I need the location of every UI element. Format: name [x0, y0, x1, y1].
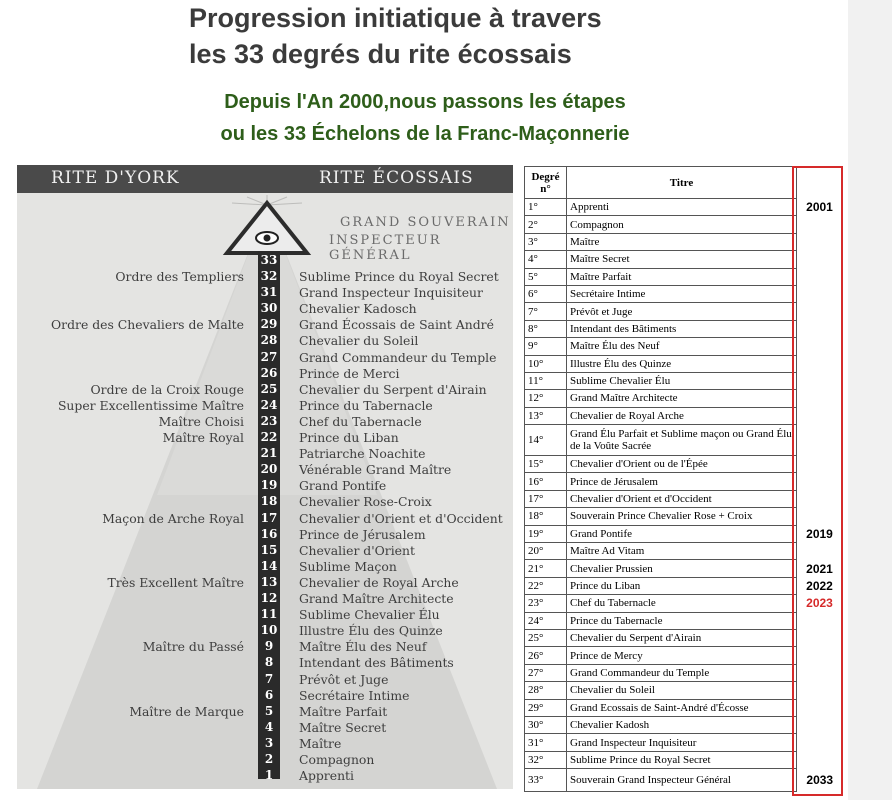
page-title — [189, 0, 602, 72]
york-degree-title: Ordre de la Croix Rouge — [90, 381, 244, 397]
degree-number: 30 — [260, 301, 278, 316]
degree-cell: 11° — [525, 372, 567, 389]
apex-number: 33 — [260, 253, 278, 267]
title-cell: Sublime Prince du Royal Secret — [567, 751, 797, 768]
scottish-degree-title: Prévôt et Juge — [299, 671, 389, 687]
title-cell: Prince de Mercy — [567, 647, 797, 664]
degree-number: 17 — [260, 510, 278, 525]
title-cell: Grand Élu Parfait et Sublime maçon ou Grand Élu de la Voûte Sacrée — [567, 425, 797, 456]
degree-number: 26 — [260, 365, 278, 380]
scottish-degree-title: Sublime Chevalier Élu — [299, 607, 440, 623]
scottish-degree-title: Maître Parfait — [299, 703, 388, 719]
york-degree-title: Ordre des Chevaliers de Malte — [51, 317, 244, 333]
scottish-degree-title: Grand Écossais de Saint André — [299, 317, 494, 333]
scottish-degree-title: Patriarche Noachite — [299, 446, 426, 462]
title-cell: Maître Ad Vitam — [567, 543, 797, 560]
title-cell: Prince du Liban — [567, 577, 797, 594]
degree-number: 19 — [260, 478, 278, 493]
york-degree-title: Très Excellent Maître — [107, 574, 244, 590]
degree-number: 24 — [260, 397, 278, 412]
scottish-degree-title: Maître Secret — [299, 719, 387, 735]
scottish-degree-title: Maître — [299, 735, 342, 751]
title-cell: Prévôt et Juge — [567, 303, 797, 320]
degree-number: 31 — [260, 285, 278, 300]
degree-cell: 16° — [525, 473, 567, 490]
degree-cell: 24° — [525, 612, 567, 629]
degree-number: 13 — [260, 574, 278, 589]
degree-number: 12 — [260, 591, 278, 605]
degree-cell: 18° — [525, 508, 567, 525]
degree-cell: 17° — [525, 490, 567, 507]
title-cell: Prince de Jérusalem — [567, 473, 797, 490]
degree-cell: 19° — [525, 525, 567, 542]
scottish-degree-title: Prince de Merci — [299, 365, 400, 381]
apex-title-1: GRAND SOUVERAIN — [340, 215, 511, 230]
title-cell: Intendant des Bâtiments — [567, 320, 797, 337]
degree-number: 2 — [264, 752, 274, 766]
degree-number: 21 — [260, 446, 278, 461]
degree-cell: 5° — [525, 268, 567, 285]
degree-cell: 31° — [525, 734, 567, 751]
degree-cell: 20° — [525, 543, 567, 560]
scottish-degree-title: Chevalier d'Orient — [299, 542, 415, 558]
rite-chart-image — [17, 165, 513, 789]
scottish-degree-title: Chevalier du Soleil — [299, 333, 419, 349]
scottish-degree-title: Chef du Tabernacle — [299, 413, 422, 429]
degree-cell: 32° — [525, 751, 567, 768]
year-cell: 2001 — [806, 200, 833, 215]
subtitle-line-1: Depuis l'An 2000,nous passons les étapes — [224, 91, 626, 113]
degree-cell: 1° — [525, 199, 567, 216]
york-degree-title: Super Excellentissime Maître — [57, 397, 244, 413]
scottish-degree-title: Sublime Prince du Royal Secret — [299, 269, 499, 284]
degree-number: 25 — [260, 381, 278, 396]
title-cell: Chevalier Kadosh — [567, 716, 797, 733]
page-margin — [848, 0, 892, 800]
degree-cell: 29° — [525, 699, 567, 716]
triangle-icon — [227, 203, 307, 253]
title-cell: Compagnon — [567, 216, 797, 233]
degree-cell: 6° — [525, 285, 567, 302]
year-cell: 2019 — [806, 526, 833, 541]
degree-number: 5 — [264, 703, 274, 718]
degree-cell: 23° — [525, 595, 567, 612]
title-cell: Sublime Chevalier Élu — [567, 372, 797, 389]
degree-number: 4 — [264, 719, 274, 734]
title-cell: Grand Inspecteur Inquisiteur — [567, 734, 797, 751]
scottish-degree-title: Secrétaire Intime — [299, 687, 410, 703]
degree-number: 11 — [260, 607, 278, 622]
degree-cell: 22° — [525, 577, 567, 594]
rite-york-heading: RITE D'YORK — [51, 168, 180, 188]
title-line-1: Progression initiatique à travers — [189, 3, 602, 33]
scottish-degree-title: Grand Commandeur du Temple — [299, 349, 497, 365]
degree-cell: 26° — [525, 647, 567, 664]
scottish-degree-title: Chevalier Rose-Croix — [299, 494, 432, 510]
degree-number: 15 — [260, 542, 278, 557]
years-highlight-box — [792, 166, 843, 796]
degree-number: 16 — [260, 526, 278, 541]
scottish-degree-title: Grand Maître Architecte — [299, 591, 454, 606]
rite-ecossais-heading: RITE ÉCOSSAIS — [319, 168, 474, 188]
degree-number: 10 — [260, 623, 278, 638]
title-cell: Chevalier de Royal Arche — [567, 407, 797, 424]
degree-number: 14 — [260, 558, 278, 573]
degree-cell: 9° — [525, 338, 567, 355]
scottish-degree-title: Chevalier Kadosch — [299, 301, 417, 317]
degree-cell: 33° — [525, 769, 567, 792]
degree-number: 32 — [260, 269, 278, 283]
title-cell: Maître Secret — [567, 251, 797, 268]
degree-cell: 15° — [525, 456, 567, 473]
degree-number: 18 — [260, 494, 278, 509]
title-cell: Grand Maître Architecte — [567, 390, 797, 407]
title-cell: Chevalier d'Orient ou de l'Épée — [567, 456, 797, 473]
degree-number: 1 — [264, 768, 274, 783]
title-cell: Chevalier d'Orient et d'Occident — [567, 490, 797, 507]
scottish-degree-title: Compagnon — [299, 752, 375, 767]
scottish-degree-title: Apprenti — [299, 768, 354, 784]
header-title: Titre — [567, 167, 797, 199]
degree-number: 3 — [264, 735, 274, 750]
scottish-degree-title: Vénérable Grand Maître — [299, 462, 452, 478]
degree-number: 29 — [260, 317, 278, 332]
year-cell: 2021 — [806, 561, 833, 576]
title-cell: Souverain Prince Chevalier Rose + Croix — [567, 508, 797, 525]
york-degree-title: Maçon de Arche Royal — [102, 510, 244, 526]
scottish-degree-title: Grand Pontife — [299, 478, 387, 494]
scottish-degree-title: Prince de Jérusalem — [299, 526, 426, 542]
year-cell: 2023 — [806, 596, 833, 611]
year-cell: 2033 — [806, 773, 834, 788]
degree-number: 23 — [260, 413, 278, 428]
scottish-degree-title: Grand Inspecteur Inquisiteur — [299, 285, 483, 301]
title-cell: Apprenti — [567, 199, 797, 216]
title-cell: Chevalier du Serpent d'Airain — [567, 629, 797, 646]
degree-cell: 28° — [525, 682, 567, 699]
degree-cell: 8° — [525, 320, 567, 337]
degree-number: 22 — [260, 430, 278, 444]
title-cell: Grand Pontife — [567, 525, 797, 542]
york-degree-title: Maître de Marque — [129, 703, 244, 719]
apex-title-2: INSPECTEUR GÉNÉRAL — [329, 233, 442, 263]
header-degree: Degré n° — [525, 167, 567, 199]
scan-header — [17, 165, 513, 193]
degree-cell: 4° — [525, 251, 567, 268]
degree-number: 9 — [264, 639, 274, 654]
scottish-degree-title: Chevalier du Serpent d'Airain — [299, 381, 487, 397]
degree-number: 6 — [264, 687, 274, 702]
title-cell: Souverain Grand Inspecteur Général — [567, 769, 797, 792]
title-cell: Grand Commandeur du Temple — [567, 664, 797, 681]
degree-cell: 21° — [525, 560, 567, 577]
degree-cell: 12° — [525, 390, 567, 407]
york-degree-title: Maître du Passé — [142, 639, 244, 655]
degree-cell: 2° — [525, 216, 567, 233]
title-cell: Secrétaire Intime — [567, 285, 797, 302]
subtitle-line-2: ou les 33 Échelons de la Franc-Maçonnerie — [220, 123, 630, 145]
title-cell: Chevalier du Soleil — [567, 682, 797, 699]
degree-number: 20 — [260, 462, 278, 477]
york-degree-title: Ordre des Templiers — [115, 269, 244, 284]
title-cell: Chevalier Prussien — [567, 560, 797, 577]
title-cell: Grand Ecossais de Saint-André d'Écosse — [567, 699, 797, 716]
york-degree-title: Maître Royal — [162, 430, 244, 445]
york-degree-title: Maître Choisi — [158, 413, 244, 429]
scottish-degree-title: Prince du Liban — [299, 430, 399, 445]
scottish-degree-title: Intendant des Bâtiments — [299, 655, 454, 671]
title-cell: Maître Élu des Neuf — [567, 338, 797, 355]
title-cell: Maître Parfait — [567, 268, 797, 285]
title-cell: Illustre Élu des Quinze — [567, 355, 797, 372]
degree-cell: 3° — [525, 233, 567, 250]
degree-cell: 10° — [525, 355, 567, 372]
degree-cell: 7° — [525, 303, 567, 320]
scottish-degree-title: Chevalier de Royal Arche — [299, 574, 459, 590]
year-cell: 2022 — [806, 579, 833, 593]
title-line-2: les 33 degrés du rite écossais — [189, 39, 572, 69]
scottish-degree-title: Sublime Maçon — [299, 558, 397, 574]
scottish-degree-title: Chevalier d'Orient et d'Occident — [299, 510, 503, 526]
degree-cell: 25° — [525, 629, 567, 646]
degree-cell: 14° — [525, 425, 567, 456]
scottish-degree-title: Prince du Tabernacle — [299, 397, 433, 413]
title-cell: Chef du Tabernacle — [567, 595, 797, 612]
degree-number: 7 — [264, 671, 274, 686]
scottish-degree-title: Illustre Élu des Quinze — [299, 623, 443, 639]
degree-number: 27 — [260, 349, 278, 364]
title-cell: Prince du Tabernacle — [567, 612, 797, 629]
scottish-degree-title: Maître Élu des Neuf — [299, 639, 427, 655]
degree-cell: 27° — [525, 664, 567, 681]
degree-cell: 30° — [525, 716, 567, 733]
degree-number: 8 — [264, 655, 274, 670]
degree-number: 28 — [260, 333, 278, 348]
degree-cell: 13° — [525, 407, 567, 424]
title-cell: Maître — [567, 233, 797, 250]
